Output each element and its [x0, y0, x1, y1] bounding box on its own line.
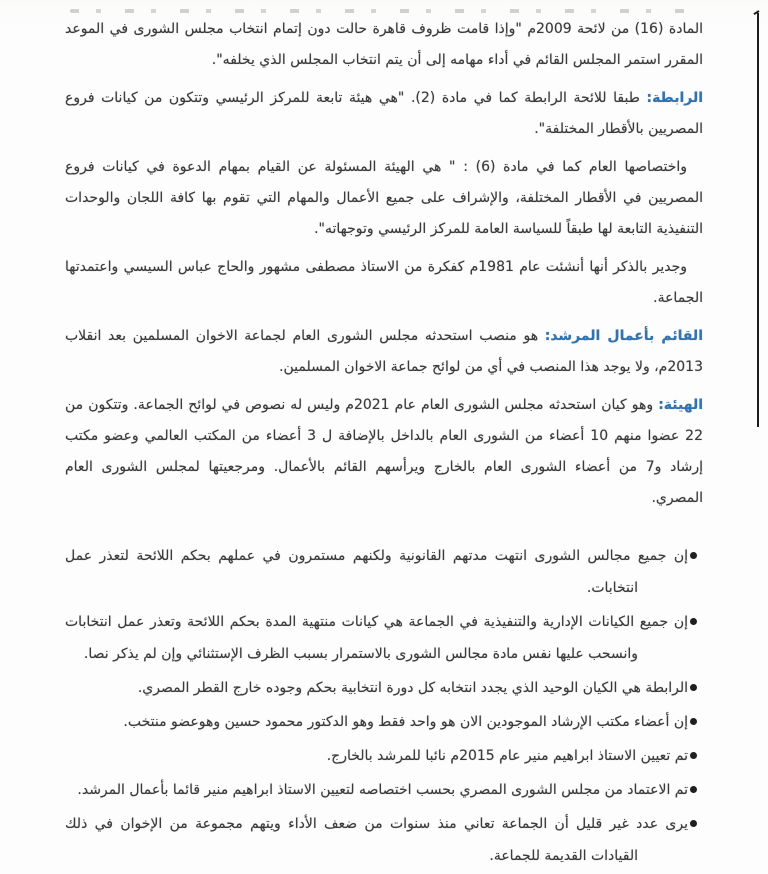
bullet-item-munir-approval — [65, 774, 703, 806]
paragraph-committee — [65, 390, 703, 514]
bullet-item-munir-2015 — [65, 740, 703, 772]
paragraph-text: وهو كيان استحدثه مجلس الشورى العام عام 2021م وليس له نصوص في لوائح الجماعة. وتتكون من 22 عضوا منهم 10 أعضاء من الشورى العام بالداخل بالإضافة ل 3 أعضاء من المكتب العالمي وعضو مكتب إرشاد و7 من أعضاء الشورى العام بالخارج ويرأسهم القائم بالأعمال. ومرجعيتها لمجلس الشورى العام المصري. — [65, 397, 704, 506]
bullet-icon — [690, 786, 697, 793]
paragraph-rabita-definition — [65, 83, 703, 145]
bullet-text: تم تعيين الاستاذ ابراهيم منير عام 2015م نائبا للمرشد بالخارج. — [326, 748, 688, 764]
paragraph-text: المادة (16) من لائحة 2009م "وإذا قامت ظروف قاهرة حالت دون إتمام انتخاب مجلس الشورى في الموعد المقرر استمر المجلس القائم في أداء مهامه إلى أن يتم انتخاب المجلس الذي يخلفه". — [65, 21, 703, 68]
paragraph-text: هو منصب استحدثه مجلس الشورى العام لجماعة الاخوان المسلمين بعد انقلاب 2013م، ولا يوجد هذا المنصب في أي من لوائح جماعة الاخوان المسلمين. — [65, 328, 703, 375]
bullet-item-guidance-office-member — [65, 706, 703, 738]
bullet-text: إن جميع مجالس الشورى انتهت مدتهم القانونية ولكنهم مستمرون في عملهم بحكم اللائحة لتعذر عمل انتخابات. — [65, 548, 688, 596]
bullet-item-weak-performance — [65, 808, 703, 872]
bullet-list — [65, 540, 703, 872]
document-body — [65, 14, 703, 874]
bullet-icon — [690, 718, 697, 725]
bullet-icon — [690, 752, 697, 759]
term-label-rabita: الرابطة: — [646, 90, 704, 106]
bullet-text: تم الاعتماد من مجلس الشورى المصري بحسب اختصاصه لتعيين الاستاذ ابراهيم منير قائما بأعمال المرشد. — [77, 782, 688, 798]
bullet-text: إن أعضاء مكتب الإرشاد الموجودين الان هو واحد فقط وهو الدكتور محمود حسين وهوعضو منتخب. — [123, 714, 688, 730]
bullet-item-rabita-elections — [65, 672, 703, 704]
bullet-icon — [690, 684, 697, 691]
bullet-icon — [690, 618, 697, 625]
paragraph-text: واختصاصها العام كما في مادة (6) : " هي الهيئة المسئولة عن القيام بمهام الدعوة في كيانات فروع المصريين في الأقطار المختلفة، والإشراف على جميع الأعمال والمهام التي تقوم بها كافة اللجان والوحدات التنفيذية التابعة لها طبقاً للسياسة العامة للمركز الرئيسي وتوجهاته". — [65, 159, 703, 237]
paragraph-text: طبقا للائحة الرابطة كما في مادة (2). "هي هيئة تابعة للمركز الرئيسي وتتكون من كيانات فروع المصريين بالأقطار المختلفة". — [65, 90, 703, 137]
paragraph-general-mandate — [65, 152, 703, 245]
bullet-icon — [690, 552, 697, 559]
paragraph-article-16 — [65, 14, 703, 76]
bullet-item-councils-expired — [65, 540, 703, 604]
bullet-text: إن جميع الكيانات الإدارية والتنفيذية في الجماعة هي كيانات منتهية المدة بحكم اللائحة وتعذر عمل انتخابات وانسحب عليها نفس مادة مجالس الشورى بالاستمرار بسبب الظرف الإستثنائي وإن لم يذكر نصا. — [65, 614, 688, 662]
bullet-text: الرابطة هي الكيان الوحيد الذي يجدد انتخابه كل دورة انتخابية بحكم وجوده خارج القطر المصري. — [137, 680, 688, 696]
bullet-item-entities-expired — [65, 606, 703, 670]
page-edge-line — [757, 13, 759, 427]
cropped-text-remnant — [70, 9, 696, 13]
paragraph-acting-guide — [65, 321, 703, 383]
bullet-text: يرى عدد غير قليل أن الجماعة تعاني منذ سنوات من ضعف الأداء ويتهم مجموعة من الإخوان في ذلك القيادات القديمة للجماعة. — [65, 816, 688, 864]
paragraph-founding-1981 — [65, 252, 703, 314]
term-label-acting-guide: القائم بأعمال المرشد: — [544, 328, 703, 344]
bullet-icon — [690, 820, 697, 827]
paragraph-text: وجدير بالذكر أنها أنشئت عام 1981م كفكرة من الاستاذ مصطفى مشهور والحاج عباس السيسي واعتمدتها الجماعة. — [65, 259, 703, 306]
term-label-committee: الهيئة: — [658, 397, 704, 413]
